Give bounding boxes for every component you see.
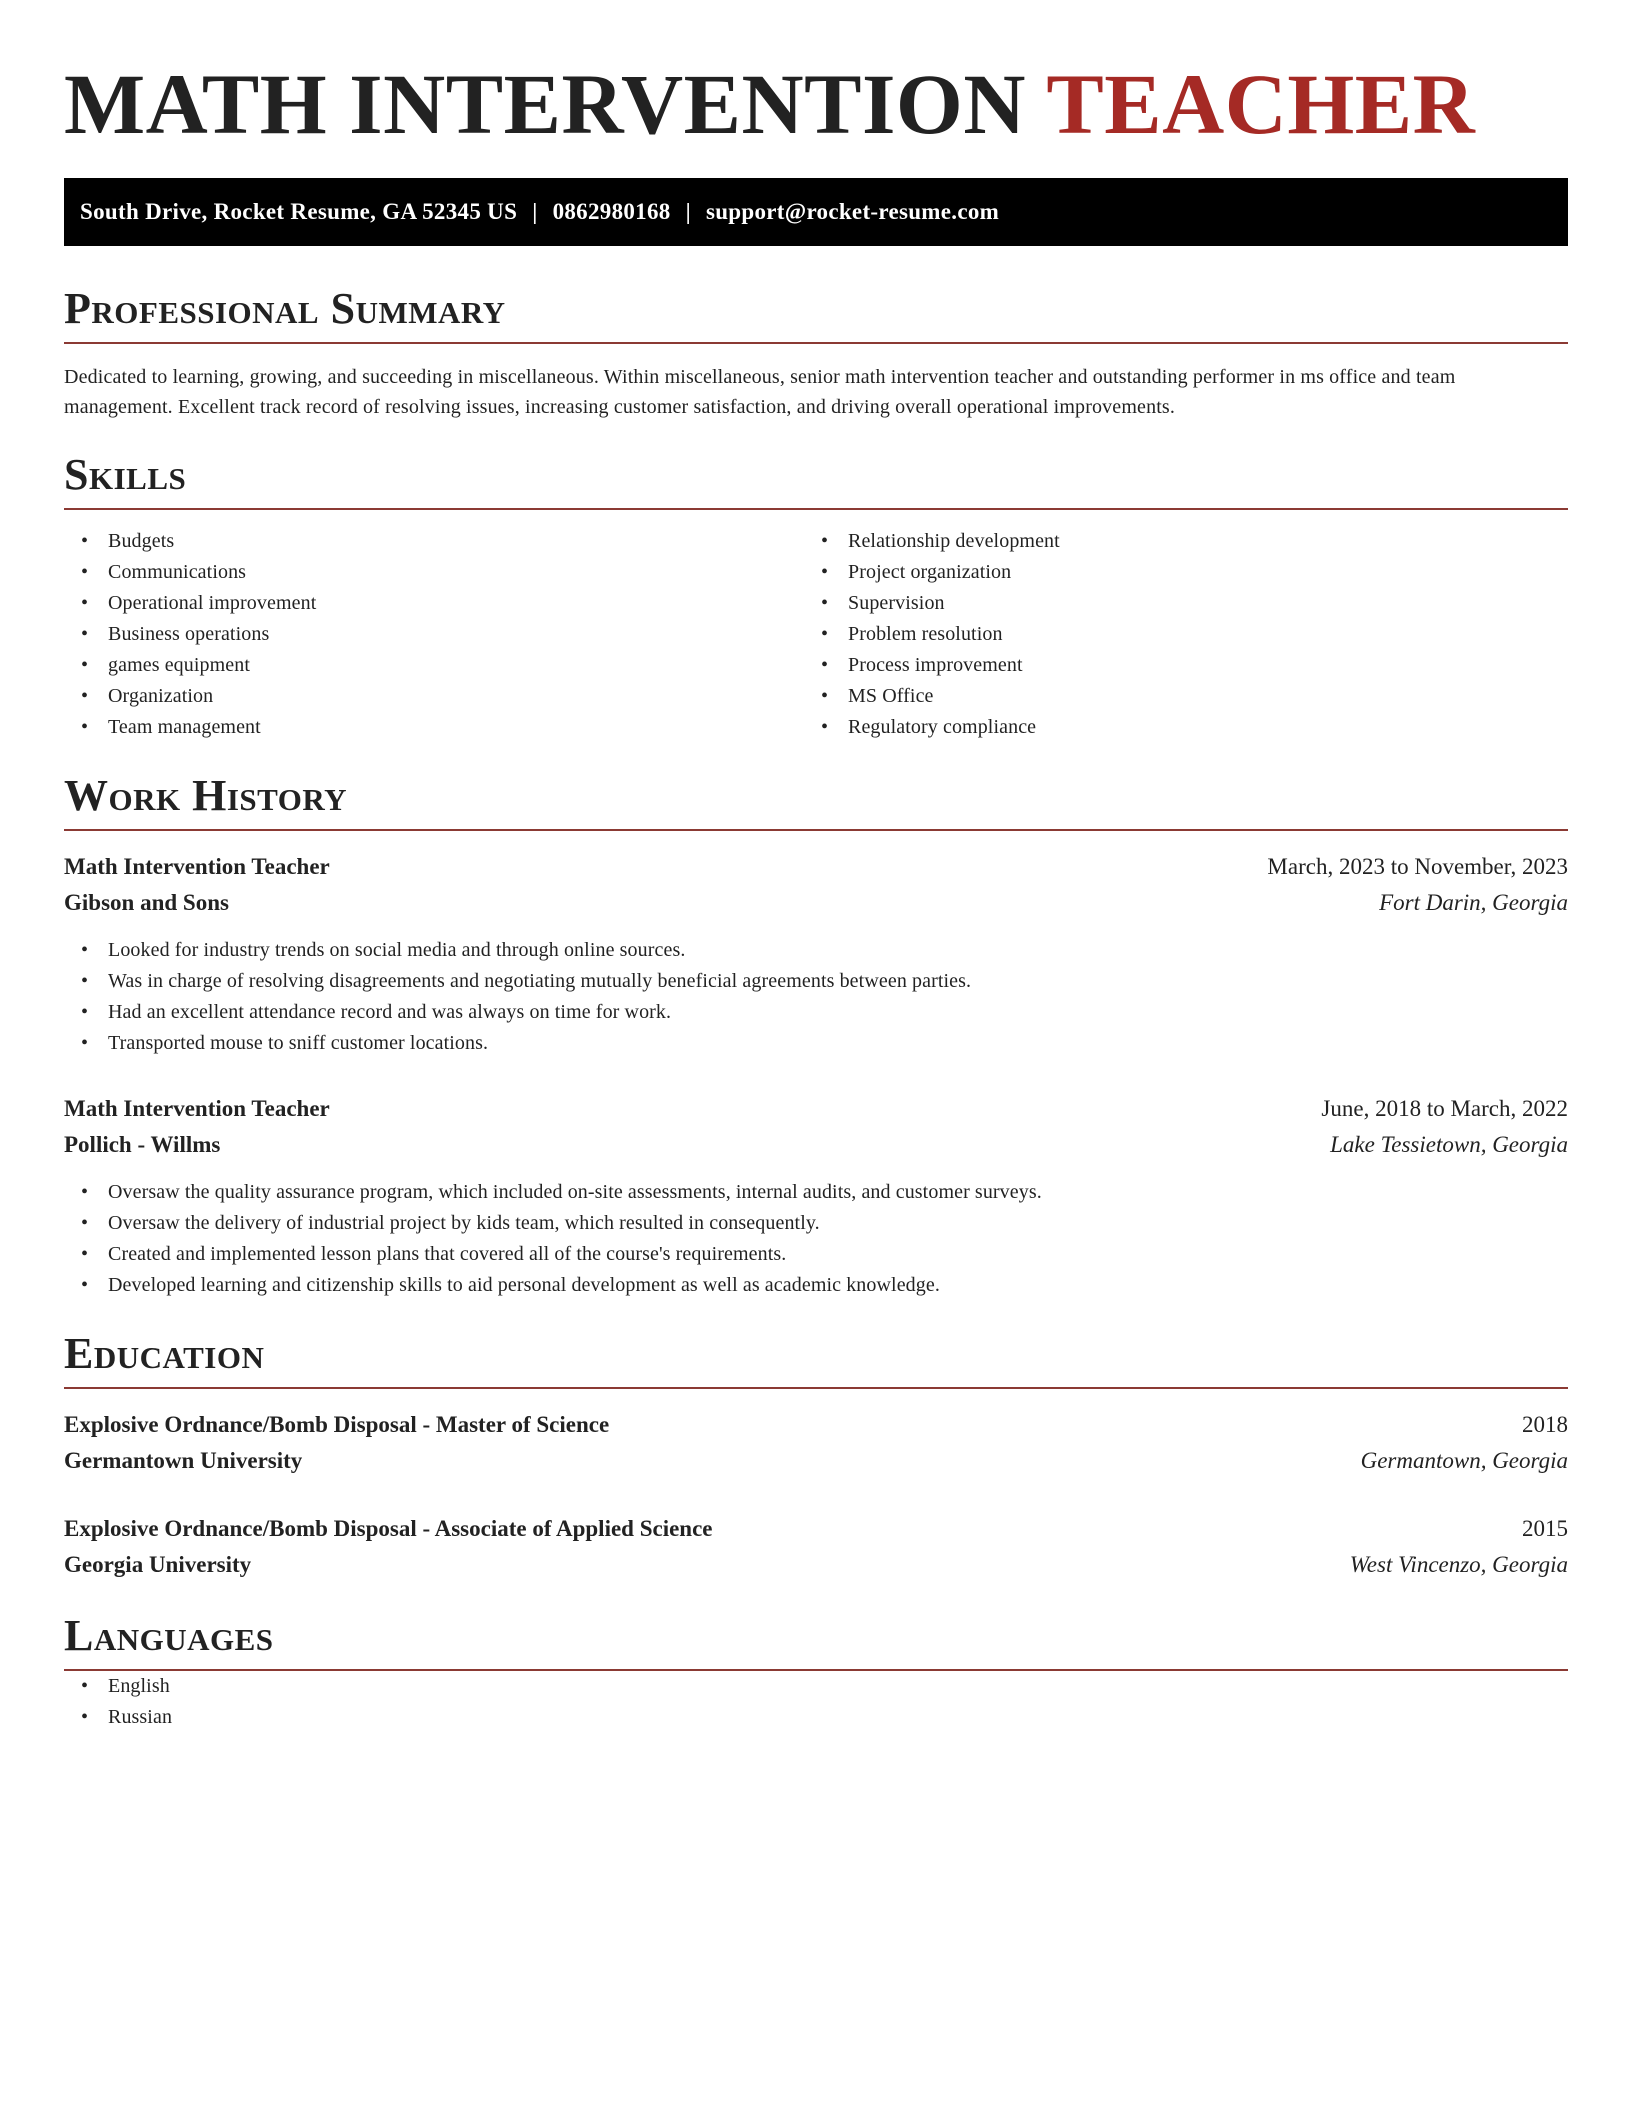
skill-item: • Operational improvement: [81, 592, 317, 614]
job-duty: • Developed learning and citizenship skills to aid personal development as well as academic knowledge.: [81, 1274, 940, 1296]
contact-phone: 0862980168: [552, 199, 671, 224]
skills-heading: Skills: [64, 450, 1568, 510]
skill-item: • Communications: [81, 561, 247, 583]
skill-item: • Problem resolution: [821, 623, 1003, 645]
skill-label: Process improvement: [848, 654, 1023, 676]
contact-separator: |: [685, 199, 691, 224]
job-location: Fort Darin, Georgia: [1379, 890, 1568, 915]
job-duty-text: Developed learning and citizenship skills to aid personal development as well as academic knowledge.: [108, 1274, 940, 1296]
skill-label: Relationship development: [848, 530, 1060, 552]
contact-bar: [64, 178, 1568, 246]
job-duty-text: Transported mouse to sniff customer locations.: [108, 1032, 489, 1054]
education-entry: [64, 1407, 1568, 1479]
skill-label: Team management: [108, 716, 261, 738]
education-heading: Education: [64, 1329, 1568, 1389]
job-duty-text: Oversaw the quality assurance program, which included on-site assessments, internal audits, and customer surveys.: [108, 1181, 1042, 1203]
education-school: Germantown University: [64, 1448, 303, 1473]
language-item: • English: [81, 1675, 170, 1697]
skill-item: • Business operations: [81, 623, 270, 645]
language-label: Russian: [108, 1706, 173, 1728]
skill-item: • Budgets: [81, 530, 175, 552]
skill-item: • Regulatory compliance: [821, 716, 1037, 738]
job-duty: • Oversaw the delivery of industrial project by kids team, which resulted in consequently.: [81, 1212, 820, 1234]
job-duties-list: [64, 1177, 1568, 1301]
skill-item: • Relationship development: [821, 530, 1060, 552]
job-title: Math Intervention Teacher: [64, 1096, 330, 1121]
education-location: West Vincenzo, Georgia: [1349, 1552, 1568, 1577]
job-duty-text: Was in charge of resolving disagreements and negotiating mutually beneficial agreements between parties.: [108, 970, 972, 992]
education-degree-row: [64, 1511, 1568, 1547]
job-dates: June, 2018 to March, 2022: [1321, 1096, 1568, 1121]
skill-label: MS Office: [848, 685, 934, 707]
job-duty: • Transported mouse to sniff customer locations.: [81, 1032, 489, 1054]
skill-item: • Organization: [81, 685, 214, 707]
job-company: Pollich - Willms: [64, 1132, 221, 1157]
skill-label: Operational improvement: [108, 592, 317, 614]
job-title: Math Intervention Teacher: [64, 854, 330, 879]
job-duty: • Looked for industry trends on social media and through online sources.: [81, 939, 686, 961]
skill-label: Project organization: [848, 561, 1012, 583]
job-entry: [64, 1091, 1568, 1301]
job-duty: • Created and implemented lesson plans that covered all of the course's requirements.: [81, 1243, 787, 1265]
job-entry: [64, 849, 1568, 1059]
job-duty-text: Had an excellent attendance record and was always on time for work.: [108, 1001, 672, 1023]
education-degree-row: [64, 1407, 1568, 1443]
job-duty-text: Created and implemented lesson plans that covered all of the course's requirements.: [108, 1243, 787, 1265]
skill-label: Business operations: [108, 623, 270, 645]
skill-item: • Project organization: [821, 561, 1012, 583]
job-company-row: [64, 1127, 1568, 1163]
contact-address: South Drive, Rocket Resume, GA 52345 US: [80, 199, 518, 224]
job-duty: • Was in charge of resolving disagreements and negotiating mutually beneficial agreements between parties.: [81, 970, 972, 992]
education-degree: Explosive Ordnance/Bomb Disposal - Associate of Applied Science: [64, 1516, 713, 1541]
job-duties-list: [64, 935, 1568, 1059]
languages-heading: Languages: [64, 1611, 1568, 1671]
education-year: 2018: [1522, 1412, 1568, 1437]
title-accent: TEACHER: [1046, 56, 1476, 152]
summary-text: Dedicated to learning, growing, and succeeding in miscellaneous. Within miscellaneous, senior math intervention teacher and outstanding performer in ms office and team management. Excellent track record of resolving issues, increasing customer satisfaction, and driving overall operational improvements.: [64, 366, 1456, 418]
education-year: 2015: [1522, 1516, 1568, 1541]
skill-label: Problem resolution: [848, 623, 1003, 645]
job-company-row: [64, 885, 1568, 921]
skills-list-right: [804, 526, 1544, 743]
skill-label: Communications: [108, 561, 247, 583]
skill-item: • Process improvement: [821, 654, 1023, 676]
summary-heading: Professional Summary: [64, 284, 1568, 344]
title-main: MATH INTERVENTION: [64, 56, 1026, 152]
skill-label: Budgets: [108, 530, 175, 552]
work-history-heading: Work History: [64, 771, 1568, 831]
skill-label: Organization: [108, 685, 214, 707]
education-school: Georgia University: [64, 1552, 252, 1577]
language-label: English: [108, 1675, 170, 1697]
job-company: Gibson and Sons: [64, 890, 229, 915]
education-location: Germantown, Georgia: [1360, 1448, 1568, 1473]
skill-label: Supervision: [848, 592, 945, 614]
skill-item: • Team management: [81, 716, 261, 738]
resume-title: [64, 58, 1568, 150]
skills-list-left: [64, 526, 804, 743]
skills-grid: [64, 526, 1568, 743]
education-entry: [64, 1511, 1568, 1583]
education-school-row: [64, 1547, 1568, 1583]
education-degree: Explosive Ordnance/Bomb Disposal - Master of Science: [64, 1412, 610, 1437]
job-title-row: [64, 849, 1568, 885]
contact-email: support@rocket-resume.com: [705, 199, 1000, 224]
skill-item: • Supervision: [821, 592, 945, 614]
languages-list: [64, 1671, 1568, 1733]
skill-item: • MS Office: [821, 685, 934, 707]
skill-label: games equipment: [108, 654, 251, 676]
job-location: Lake Tessietown, Georgia: [1330, 1132, 1568, 1157]
job-duty: • Oversaw the quality assurance program, which included on-site assessments, internal audits, and customer surveys.: [81, 1181, 1042, 1203]
job-duty: • Had an excellent attendance record and was always on time for work.: [81, 1001, 672, 1023]
job-title-row: [64, 1091, 1568, 1127]
language-item: • Russian: [81, 1706, 173, 1728]
contact-separator: |: [532, 199, 538, 224]
job-dates: March, 2023 to November, 2023: [1267, 854, 1568, 879]
education-school-row: [64, 1443, 1568, 1479]
job-duty-text: Looked for industry trends on social media and through online sources.: [108, 939, 686, 961]
job-duty-text: Oversaw the delivery of industrial project by kids team, which resulted in consequently.: [108, 1212, 820, 1234]
skill-item: • games equipment: [81, 654, 251, 676]
skill-label: Regulatory compliance: [848, 716, 1037, 738]
